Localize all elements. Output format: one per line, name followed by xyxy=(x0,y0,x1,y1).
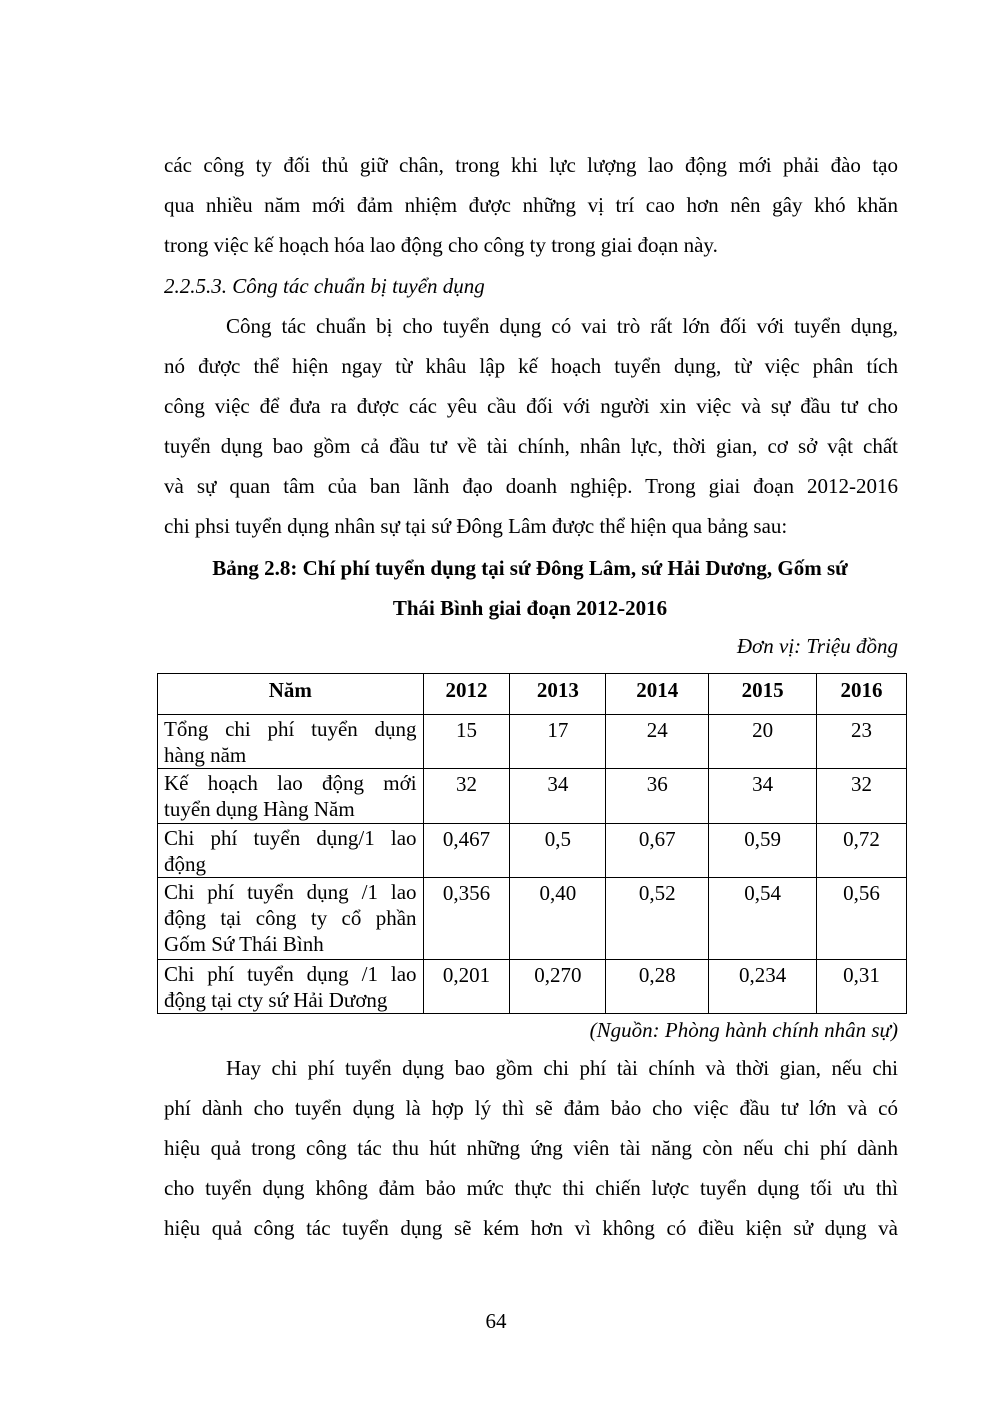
text-line: tuyển dụng bao gồm cả đầu tư về tài chính, nhân lực, thời gian, cơ sở vật chất xyxy=(164,434,898,458)
table-cell: 0,59 xyxy=(709,824,817,878)
row-label-line: tuyển dụng Hàng Năm xyxy=(164,797,355,821)
header-cell: Năm xyxy=(158,674,424,715)
row-label-line: Chi phí tuyển dụng/1 lao xyxy=(164,826,417,850)
text-line: hiệu quả công tác tuyển dụng sẽ kém hơn vì không có điều kiện sử dụng và xyxy=(164,1216,898,1240)
table-cell: 34 xyxy=(709,769,817,824)
header-cell: 2016 xyxy=(817,674,907,715)
header-cell: 2015 xyxy=(709,674,817,715)
table-cell: 0,28 xyxy=(606,960,709,1014)
paragraph-cost-analysis xyxy=(164,1048,898,1248)
table-caption-line1: Bảng 2.8: Chí phí tuyển dụng tại sứ Đông Lâm, sứ Hải Dương, Gốm sứ xyxy=(212,556,848,580)
paragraph-intro xyxy=(164,145,898,265)
row-label xyxy=(158,960,424,1014)
cost-table xyxy=(157,673,907,1014)
header-cell: 2012 xyxy=(423,674,510,715)
table-header-row xyxy=(158,674,907,715)
table-row xyxy=(158,769,907,824)
table-cell: 24 xyxy=(606,715,709,769)
text-line: hiệu quả trong công tác thu hút những ứng viên tài năng còn nếu chi phí dành xyxy=(164,1136,898,1160)
table-cell: 32 xyxy=(817,769,907,824)
paragraph-recruitment-prep xyxy=(164,306,898,546)
table-cell: 0,40 xyxy=(510,878,606,960)
text-line: phí dành cho tuyển dụng là hợp lý thì sẽ đảm bảo cho việc đầu tư lớn và có xyxy=(164,1096,898,1120)
row-label-line: Gốm Sứ Thái Bình xyxy=(164,932,324,956)
table-unit: Đơn vị: Triệu đồng xyxy=(736,634,898,658)
header-cell: 2014 xyxy=(606,674,709,715)
table-cell: 23 xyxy=(817,715,907,769)
row-label-line: động tại công ty cổ phần xyxy=(164,906,417,930)
text-line: qua nhiều năm mới đảm nhiệm được những vị trí cao hơn nên gây khó khăn xyxy=(164,193,898,217)
table-cell: 0,201 xyxy=(423,960,510,1014)
table-cell: 0,56 xyxy=(817,878,907,960)
row-label xyxy=(158,769,424,824)
table-cell: 0,52 xyxy=(606,878,709,960)
text-line: Hay chi phí tuyển dụng bao gồm chi phí tài chính và thời gian, nếu chi xyxy=(226,1056,898,1080)
table-cell: 36 xyxy=(606,769,709,824)
table-cell: 0,356 xyxy=(423,878,510,960)
table-cell: 34 xyxy=(510,769,606,824)
text-line: và sự quan tâm của ban lãnh đạo doanh nghiệp. Trong giai đoạn 2012-2016 xyxy=(164,474,898,498)
table-cell: 20 xyxy=(709,715,817,769)
table-row xyxy=(158,960,907,1014)
table-cell: 0,270 xyxy=(510,960,606,1014)
table-cell: 17 xyxy=(510,715,606,769)
row-label-line: Tổng chi phí tuyển dụng xyxy=(164,717,417,741)
table-cell: 0,54 xyxy=(709,878,817,960)
header-cell: 2013 xyxy=(510,674,606,715)
row-label xyxy=(158,824,424,878)
text-line: các công ty đối thủ giữ chân, trong khi lực lượng lao động mới phải đào tạo xyxy=(164,153,898,177)
row-label-line: hàng năm xyxy=(164,743,247,767)
table-cell: 0,67 xyxy=(606,824,709,878)
table-cell: 0,5 xyxy=(510,824,606,878)
table-caption-line2: Thái Bình giai đoạn 2012-2016 xyxy=(392,596,668,620)
row-label xyxy=(158,878,424,960)
row-label-line: Chi phí tuyển dụng /1 lao xyxy=(164,880,417,904)
table-row xyxy=(158,715,907,769)
table-cell: 32 xyxy=(423,769,510,824)
table-cell: 15 xyxy=(423,715,510,769)
text-line: công việc để đưa ra được các yêu cầu đối với người xin việc và sự đầu tư cho xyxy=(164,394,898,418)
text-line: trong việc kế hoạch hóa lao động cho công ty trong giai đoạn này. xyxy=(164,233,718,257)
text-line: cho tuyển dụng không đảm bảo mức thực thi chiến lược tuyển dụng tối ưu thì xyxy=(164,1176,898,1200)
row-label-line: Kế hoạch lao động mới xyxy=(164,771,417,795)
page-number: 64 xyxy=(485,1309,507,1333)
table-cell: 0,31 xyxy=(817,960,907,1014)
table-source: (Nguồn: Phòng hành chính nhân sự) xyxy=(589,1018,898,1042)
table-row xyxy=(158,878,907,960)
table-row xyxy=(158,824,907,878)
row-label-line: Chi phí tuyển dụng /1 lao xyxy=(164,962,417,986)
row-label xyxy=(158,715,424,769)
table-cell: 0,72 xyxy=(817,824,907,878)
text-line: nó được thể hiện ngay từ khâu lập kế hoạch tuyển dụng, từ việc phân tích xyxy=(164,354,898,378)
row-label-line: động xyxy=(164,852,206,876)
table-cell: 0,467 xyxy=(423,824,510,878)
row-label-line: động tại cty sứ Hải Dương xyxy=(164,988,388,1012)
table-cell: 0,234 xyxy=(709,960,817,1014)
text-line: chi phsi tuyển dụng nhân sự tại sứ Đông Lâm được thể hiện qua bảng sau: xyxy=(164,514,788,538)
section-heading: 2.2.5.3. Công tác chuẩn bị tuyển dụng xyxy=(164,274,485,298)
text-line: Công tác chuẩn bị cho tuyển dụng có vai trò rất lớn đối với tuyển dụng, xyxy=(226,314,898,338)
